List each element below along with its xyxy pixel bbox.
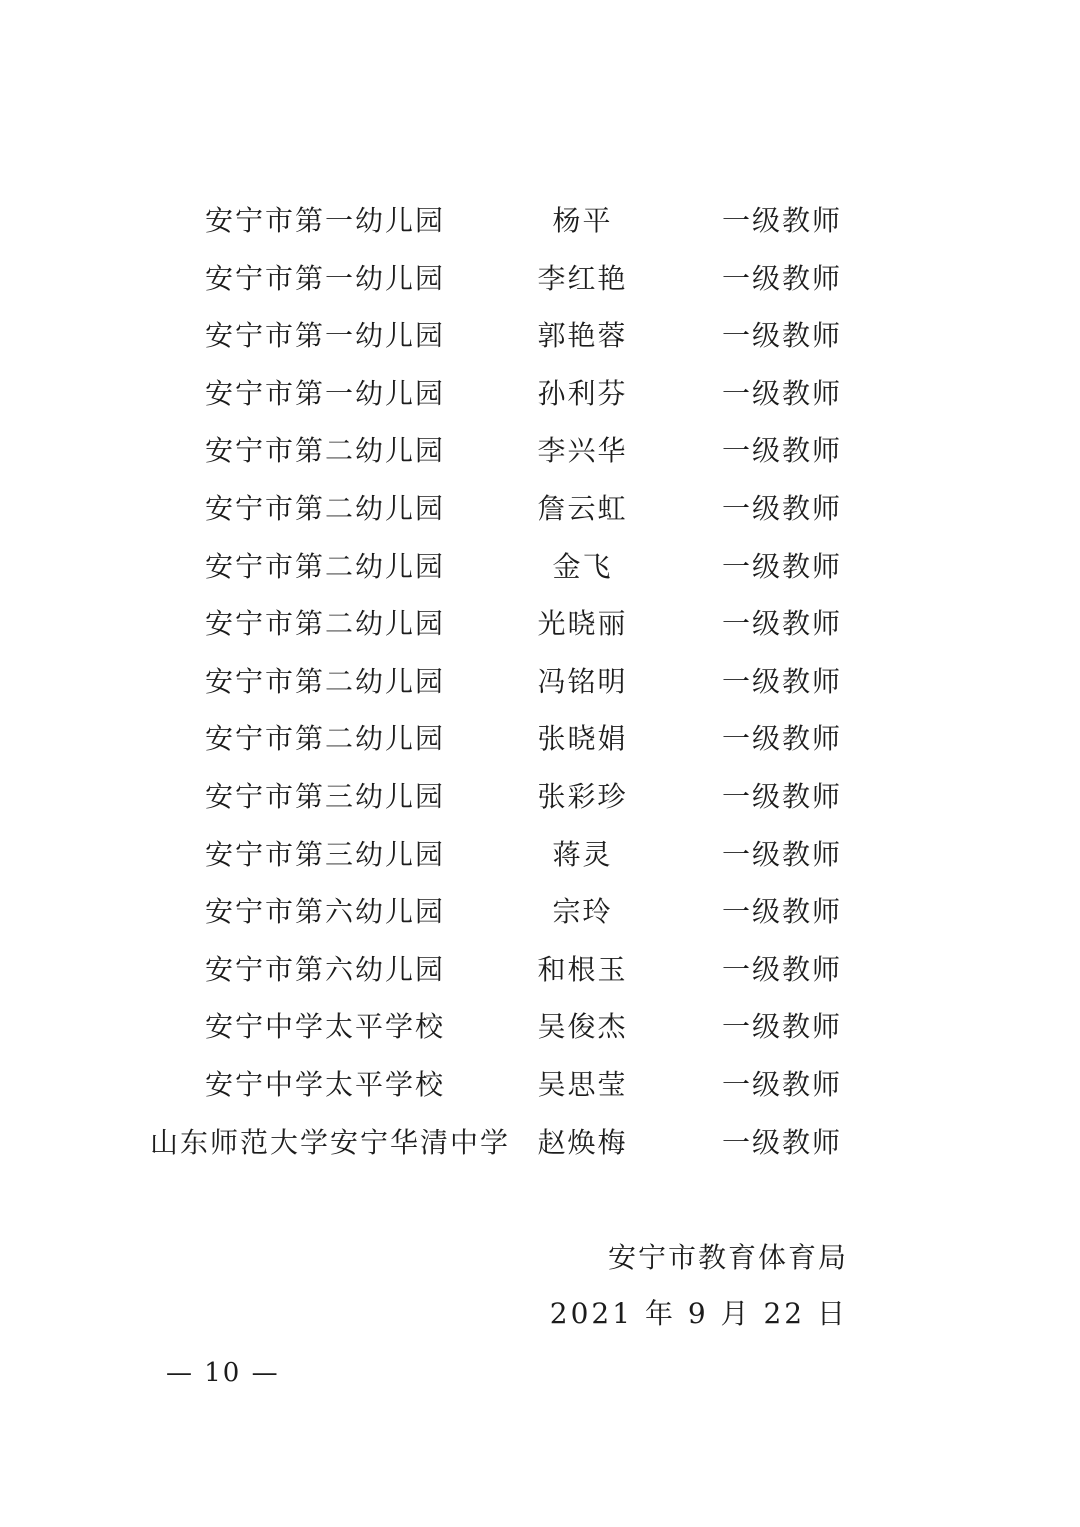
list-row <box>0 883 1080 941</box>
teacher-title: 一级教师 <box>722 491 843 525</box>
teacher-name: 孙利芬 <box>537 376 628 410</box>
teacher-name: 赵焕梅 <box>537 1125 628 1159</box>
list-row <box>0 365 1080 423</box>
teacher-title: 一级教师 <box>722 895 843 929</box>
list-row <box>0 710 1080 768</box>
teacher-title: 一级教师 <box>722 204 843 237</box>
list-row <box>0 826 1080 884</box>
unit-name: 安宁中学太平学校 <box>204 1010 445 1044</box>
teacher-name: 和根玉 <box>537 952 628 986</box>
list-row <box>0 998 1080 1056</box>
teacher-name: 宗玲 <box>552 895 613 929</box>
page-number: — 10 — <box>166 1358 280 1388</box>
unit-name: 安宁市第二幼儿园 <box>204 434 445 468</box>
unit-name: 安宁市第一幼儿园 <box>204 204 445 237</box>
unit-name: 安宁市第一幼儿园 <box>204 261 445 295</box>
unit-name: 安宁市第一幼儿园 <box>204 319 445 353</box>
unit-name: 山东师范大学安宁华清中学 <box>150 1125 511 1159</box>
unit-name: 安宁市第三幼儿园 <box>204 779 445 813</box>
unit-name: 安宁市第六幼儿园 <box>204 952 445 986</box>
teacher-name: 光晓丽 <box>537 607 628 641</box>
teacher-title: 一级教师 <box>722 1125 843 1159</box>
teacher-name: 郭艳蓉 <box>537 319 628 353</box>
teacher-title: 一级教师 <box>722 607 843 641</box>
teacher-name: 詹云虹 <box>537 491 628 525</box>
unit-name: 安宁市第二幼儿园 <box>204 549 445 583</box>
list-row <box>0 422 1080 480</box>
teacher-title: 一级教师 <box>722 319 843 353</box>
list-row <box>0 768 1080 826</box>
teacher-name: 李兴华 <box>537 434 628 468</box>
teacher-name: 李红艳 <box>537 261 628 295</box>
issuing-organization: 安宁市教育体育局 <box>607 1241 848 1274</box>
unit-name: 安宁市第三幼儿园 <box>204 837 445 871</box>
unit-name: 安宁市第六幼儿园 <box>204 895 445 929</box>
list-row <box>0 192 1080 250</box>
teacher-title: 一级教师 <box>722 1067 843 1101</box>
unit-name: 安宁中学太平学校 <box>204 1067 445 1101</box>
issue-date: 2021 年 9 月 22 日 <box>549 1297 848 1330</box>
list-row <box>0 1056 1080 1114</box>
list-row <box>0 941 1080 999</box>
teacher-name: 张晓娟 <box>537 722 628 756</box>
list-row <box>0 653 1080 711</box>
list-row <box>0 1114 1080 1172</box>
teacher-list <box>0 192 1080 1171</box>
teacher-title: 一级教师 <box>722 722 843 756</box>
teacher-name: 杨平 <box>552 204 613 237</box>
teacher-name: 金飞 <box>552 549 613 583</box>
unit-name: 安宁市第二幼儿园 <box>204 664 445 698</box>
list-row <box>0 250 1080 308</box>
teacher-title: 一级教师 <box>722 434 843 468</box>
unit-name: 安宁市第二幼儿园 <box>204 491 445 525</box>
unit-name: 安宁市第二幼儿园 <box>204 607 445 641</box>
list-row <box>0 307 1080 365</box>
teacher-title: 一级教师 <box>722 261 843 295</box>
unit-name: 安宁市第一幼儿园 <box>204 376 445 410</box>
list-row <box>0 480 1080 538</box>
teacher-name: 冯铭明 <box>537 664 628 698</box>
teacher-title: 一级教师 <box>722 779 843 813</box>
list-row <box>0 595 1080 653</box>
teacher-title: 一级教师 <box>722 549 843 583</box>
teacher-name: 吴思莹 <box>537 1067 628 1101</box>
teacher-title: 一级教师 <box>722 376 843 410</box>
list-row <box>0 538 1080 596</box>
teacher-title: 一级教师 <box>722 1010 843 1044</box>
teacher-title: 一级教师 <box>722 952 843 986</box>
teacher-name: 吴俊杰 <box>537 1010 628 1044</box>
teacher-title: 一级教师 <box>722 837 843 871</box>
teacher-name: 张彩珍 <box>537 779 628 813</box>
teacher-name: 蒋灵 <box>552 837 613 871</box>
unit-name: 安宁市第二幼儿园 <box>204 722 445 756</box>
teacher-title: 一级教师 <box>722 664 843 698</box>
